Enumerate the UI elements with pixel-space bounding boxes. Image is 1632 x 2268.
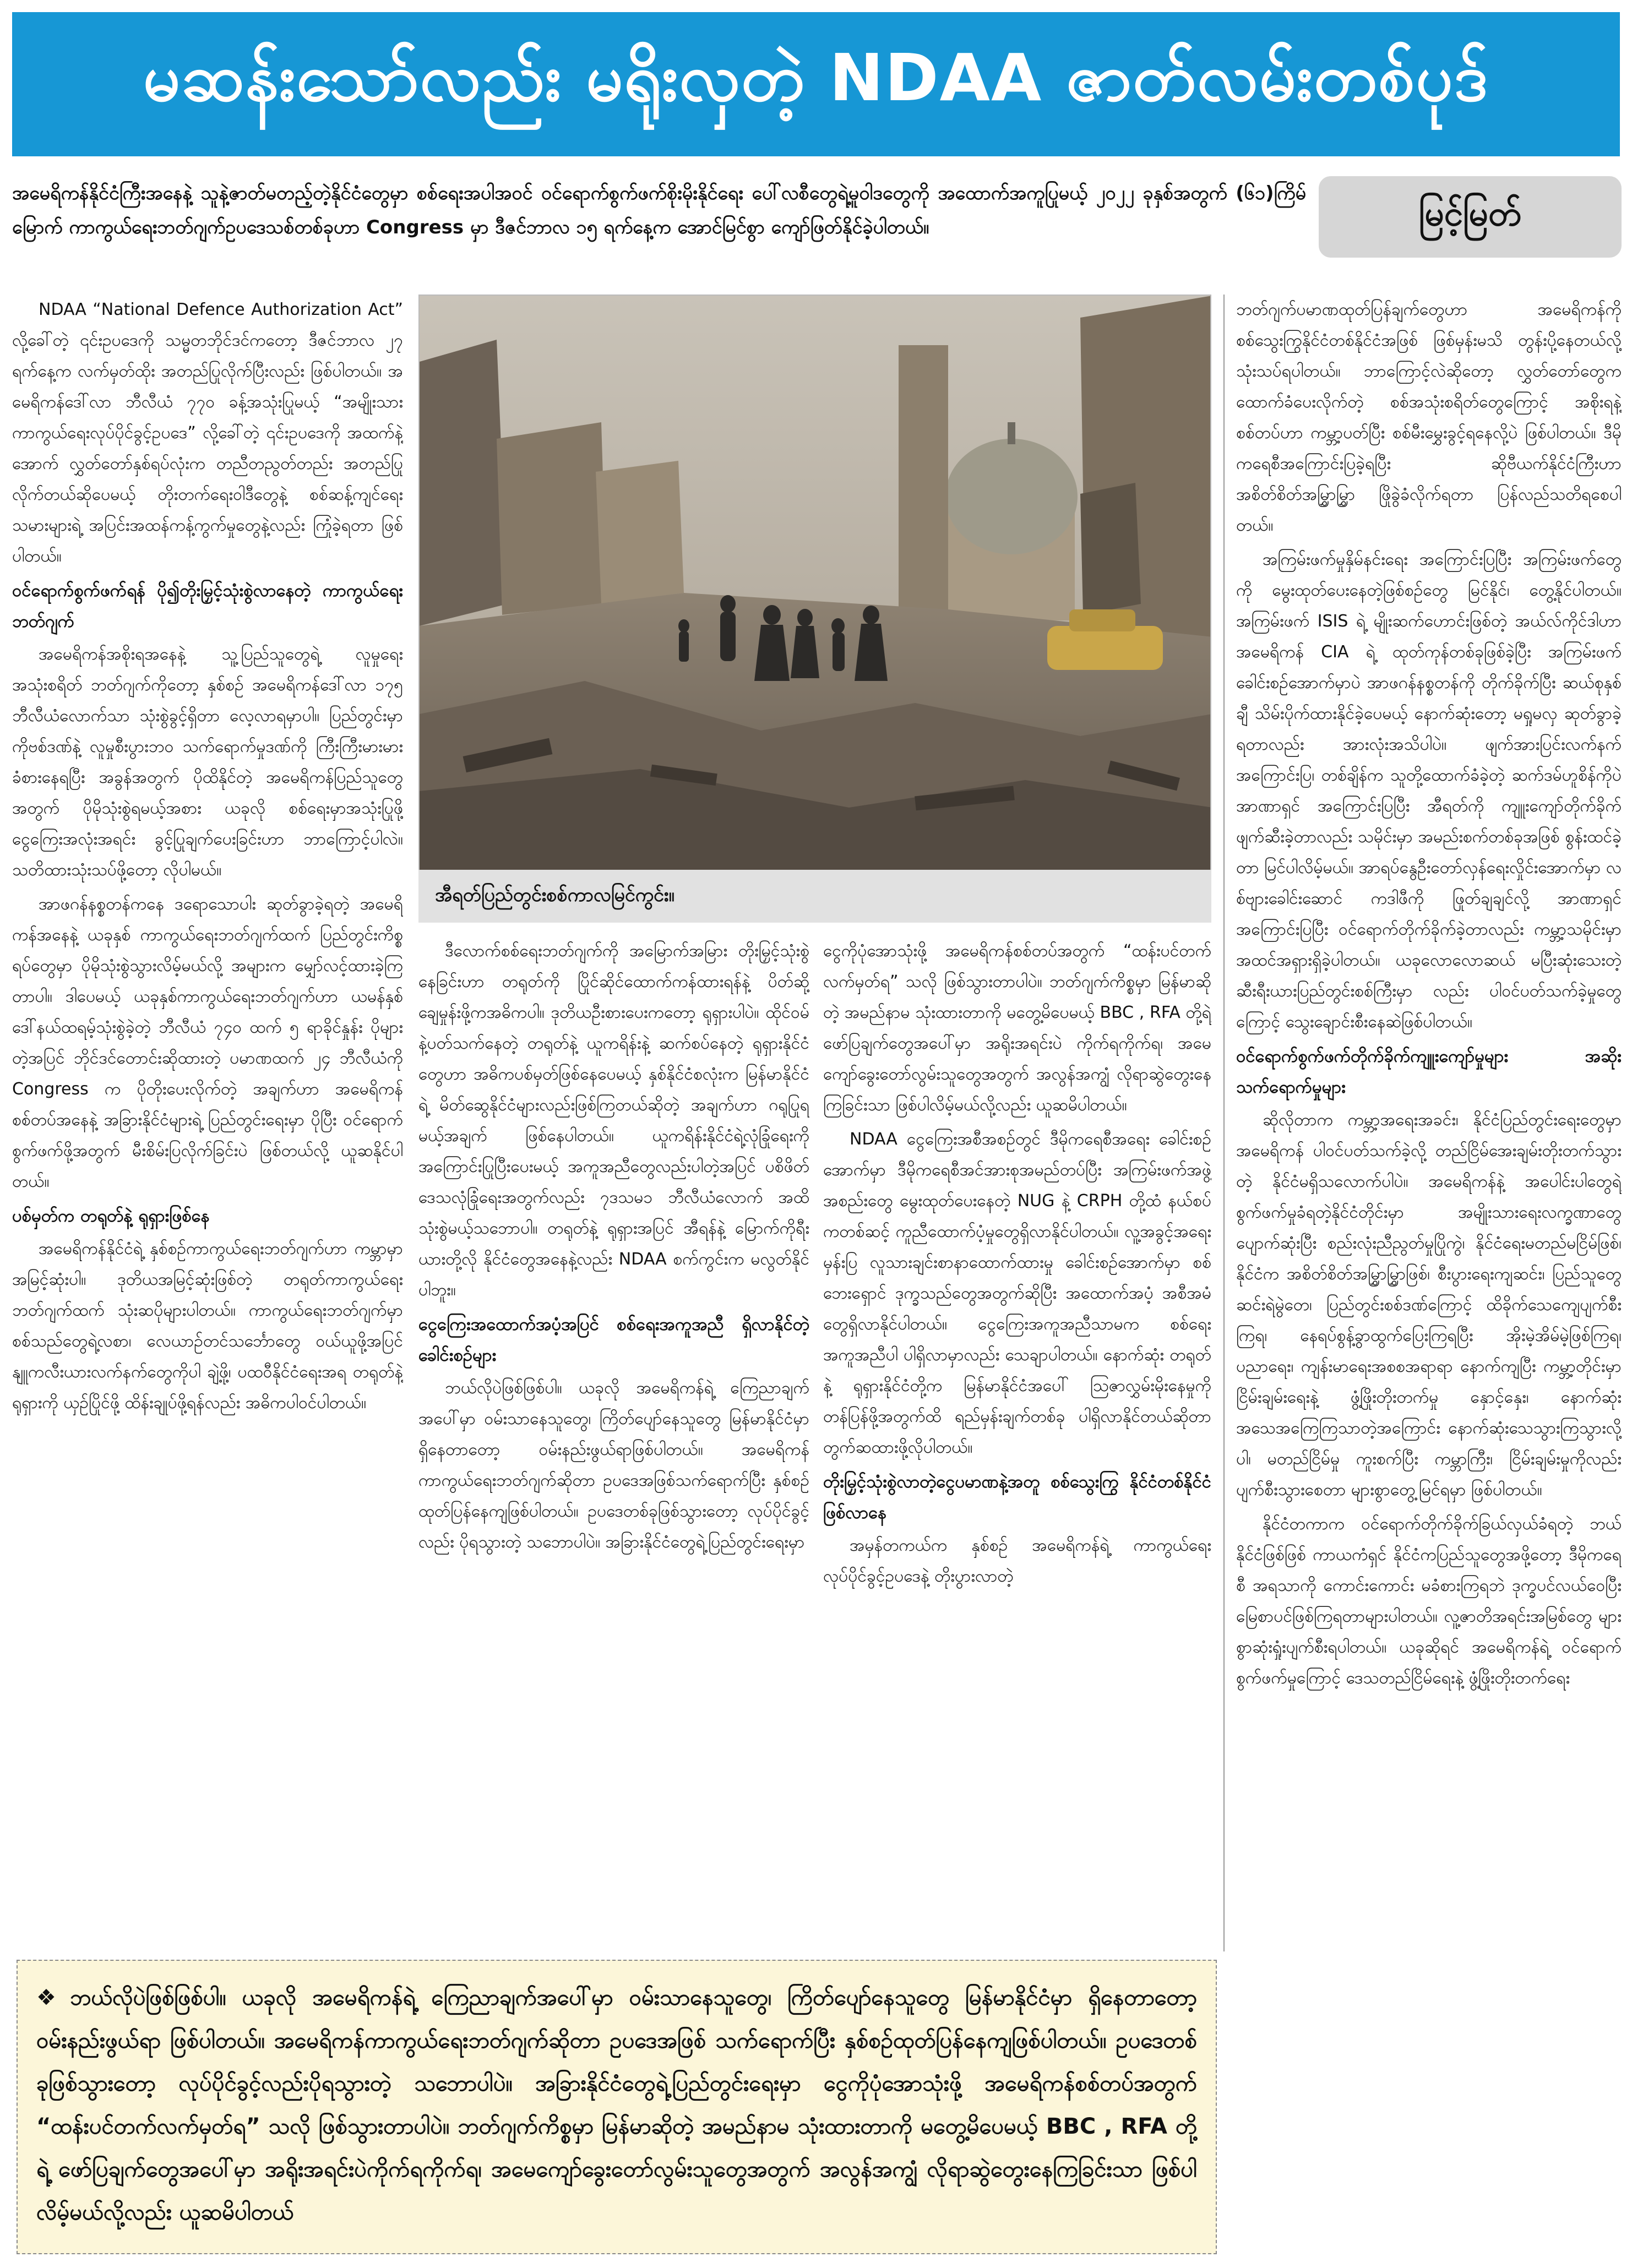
body-paragraph: အကြမ်းဖက်မှုနှိမ်နင်းရေး အကြောင်းပြပြီး အကြမ်းဖက်တွေကို မွေးထုတ်ပေးနေတဲ့ဖြစ်စဉ်တွေ မြင်နိုင်၊ တွေ့နိုင်ပါတယ်။ အကြမ်းဖက် ISIS ရဲ့ မျိုးဆက်ဟောင်းဖြစ်တဲ့ အယ်လ်ကိုင်ဒါဟာ အမေရိကန် CIA ရဲ့ ထုတ်ကုန်တစ်ခုဖြစ်ခဲ့ပြီး အကြမ်းဖက်ခေါင်းစဉ်အောက်မှာပဲ အာဖဂန်နစ္စတန်ကို တိုက်ခိုက်ပြီး ဆယ်စုနှစ်ချီ သိမ်းပိုက်ထားနိုင်ခဲ့ပေမယ့် နောက်ဆုံးတော့ မရှုမလှ ဆုတ်ခွာခဲ့ရတာလည်း အားလုံးအသိပါပဲ။ ဖျက်အားပြင်းလက်နက်အကြောင်းပြ၊ တစ်ချိန်က သူတို့ထောက်ခံခဲ့တဲ့ ဆက်ဒမ်ဟူစိန်ကိုပဲ အာဏာရှင် အကြောင်းပြပြီး အီရတ်ကို ကျူးကျော်တိုက်ခိုက်ဖျက်ဆီးခဲ့တာလည်း သမိုင်းမှာ အမည်းစက်တစ်ခုအဖြစ် စွန်းထင်ခဲ့တာ မြင်ပါလိမ့်မယ်။ အာရပ်နွေဦးတော်လှန်ရေးလှိုင်းအောက်မှာ လစ်ဗျားခေါင်းဆောင် ကဒါဖီကို ဖြုတ်ချချင်လို့ အာဏာရှင်အကြောင်းပြပြီး ဝင်ရောက်တိုက်ခိုက်ခဲ့တာလည်း ကမ္ဘာ့သမိုင်းမှာ အထင်အရှားရှိခဲ့ပါတယ်။ ယခုလောလောဆယ် မပြီးဆုံးသေးတဲ့ ဆီးရီးယားပြည်တွင်းစစ်ကြီးမှာ လည်း ပါဝင်ပတ်သက်ခဲ့မှုတွေကြောင့် သွေးချောင်းစီးနေဆဲဖြစ်ပါတယ်။ xyxy=(1236,550,1622,1032)
headline-banner xyxy=(12,12,1620,156)
section-heading: ပစ်မှတ်က တရုတ်နဲ့ ရုရှားဖြစ်နေ xyxy=(12,1206,210,1226)
section-heading: ဝင်ရောက်စွက်ဖက်တိုက်ခိုက်ကျူးကျော်မှုများ အဆိုးသက်ရောက်မှုများ xyxy=(1236,1046,1622,1097)
body-paragraph: အာဖဂန်နစ္စတန်ကနေ ဒရောသောပါး ဆုတ်ခွာခဲ့ရတဲ့ အမေရိကန်အနေနဲ့ ယခုနှစ် ကာကွယ်ရေးဘတ်ဂျက်ထက် ပြည်တွင်းကိစ္စရပ်တွေမှာ ပိုမိုသုံးစွဲသွားလိမ့်မယ်လို့ အများက မျှော်လင့်ထားခဲ့ကြတာပါ။ ဒါပေမယ့် ယခုနှစ်ကာကွယ်ရေးဘတ်ဂျက်ဟာ ယမန်နှစ် ဒေါ်နယ်ထရမ့်သုံးစွဲခဲ့တဲ့ ဘီလီယံ ၇၄၀ ထက် ၅ ရာခိုင်နှုန်း ပိုများတဲ့အပြင် ဘိုင်ဒင်တောင်းဆိုထားတဲ့ ပမာဏထက် ၂၄ ဘီလီယံကို Congress က ပိုတိုးပေးလိုက်တဲ့ အချက်ဟာ အမေရိကန်စစ်တပ်အနေနဲ့ အခြားနိုင်ငံများရဲ့ ပြည်တွင်းရေးမှာ ပိုပြီး ဝင်ရောက်စွက်ဖက်ဖို့အတွက် မီးစိမ်းပြလိုက်ခြင်းပဲ ဖြစ်တယ်လို့ ယူဆနိုင်ပါတယ်။ xyxy=(12,895,403,1191)
body-paragraph: အမှန်တကယ်က နှစ်စဉ် အမေရိကန်ရဲ့ ကာကွယ်ရေးလုပ်ပိုင်ခွင့်ဥပဒေနဲ့ တိုးပွားလာတဲ့ xyxy=(823,1536,1211,1586)
lead-paragraph: အမေရိကန်နိုင်ငံကြီးအနေနဲ့ သူနဲ့ဇာတ်မတည့်တဲ့နိုင်ငံတွေမှာ စစ်ရေးအပါအဝင် ဝင်ရောက်စွက်ဖက်စိုးမိုးနိုင်ရေး ပေါ်လစီတွေရဲ့မူဝါဒတွေကို အထောက်အကူပြုမယ့် ၂၀၂၂ ခုနှစ်အတွက် (၆၁)ကြိမ်မြောက် ကာကွယ်ရေးဘတ်ဂျက်ဥပဒေသစ်တစ်ခုဟာ Congress မှာ ဒီဇင်ဘာလ ၁၅ ရက်နေ့က အောင်မြင်စွာ ကျော်ဖြတ်နိုင်ခဲ့ပါတယ်။ xyxy=(12,182,1306,238)
body-paragraph: ဒီလောက်စစ်ရေးဘတ်ဂျက်ကို အမြောက်အမြား တိုးမြှင့်သုံးစွဲနေခြင်းဟာ တရုတ်ကို ပြိုင်ဆိုင်ထောက်ကန်ထားရန်နဲ့ ပိတ်ဆို့ချေမှုန်းဖို့ကအဓိကပါ။ ဒုတိယဦးစားပေးကတော့ ရုရှားပါပဲ။ ထိုင်ဝမ်နဲ့ပတ်သက်နေတဲ့ တရုတ်နဲ့ ယူကရိန်းနဲ့ ဆက်စပ်နေတဲ့ ရုရှားနိုင်ငံတွေဟာ အဓိကပစ်မှတ်ဖြစ်နေပေမယ့် နှစ်နိုင်ငံစလုံးက မြန်မာနိုင်ငံရဲ့ မိတ်ဆွေနိုင်ငံများလည်းဖြစ်ကြတယ်ဆိုတဲ့ အချက်ဟာ ဂရုပြုရမယ့်အချက် ဖြစ်နေပါတယ်။ ယူကရိန်းနိုင်ငံရဲ့လုံခြုံရေးကို အကြောင်းပြုပြီးပေးမယ့် အကူအညီတွေလည်းပါတဲ့အပြင် ပစိဖိတ်ဒေသလုံခြုံရေးအတွက်လည်း ၇ဒသမ၁ ဘီလီယံလောက် အထိ သုံးစွဲမယ့်သဘောပါ။ တရုတ်နဲ့ ရုရှားအပြင် အီရန်နဲ့ မြောက်ကိုရီးယားတို့လို နိုင်ငံတွေအနေနဲ့လည်း NDAA စက်ကွင်းက မလွတ်နိုင်ပါဘူး။ xyxy=(418,941,809,1300)
war-ruins-photo xyxy=(420,296,1211,900)
photo-caption: အီရတ်ပြည်တွင်းစစ်ကာလမြင်ကွင်း။ xyxy=(418,870,1211,923)
body-paragraph: NDAA “National Defence Authorization Act” လို့ခေါ်တဲ့ ၎င်းဥပဒေကို သမ္မတဘိုင်ဒင်ကတော့ ဒီဇင်ဘာလ ၂၇ ရက်နေ့က လက်မှတ်ထိုး အတည်ပြုလိုက်ပြီးလည်း ဖြစ်ပါတယ်။ အမေရိကန်ဒေါ်လာ ဘီလီယံ ၇၇၀ ခန့်အသုံးပြုမယ့် “အမျိုးသားကာကွယ်ရေးလုပ်ပိုင်ခွင့်ဥပဒေ” လို့ခေါ်တဲ့ ၎င်းဥပဒေကို အထက်နဲ့အောက် လွှတ်တော်နှစ်ရပ်လုံးက တညီတညွတ်တည်း အတည်ပြုလိုက်တယ်ဆိုပေမယ့် တိုးတက်ရေးဝါဒီတွေနဲ့ စစ်ဆန့်ကျင်ရေးသမားများရဲ့ အပြင်းအထန်ကန့်ကွက်မှုတွေနဲ့လည်း ကြုံခဲ့ရတာ ဖြစ်ပါတယ်။ xyxy=(12,300,403,566)
headline: မဆန်းသော်လည်း မရိုးလှတဲ့ NDAA ဇာတ်လမ်းတစ်ပုဒ် xyxy=(143,40,1489,116)
quote-bullet-icon: ❖ xyxy=(36,1985,64,2010)
section-heading: ငွေကြေးအထောက်အပံ့အပြင် စစ်ရေးအကူအညီ ရှိလာနိုင်တဲ့ ခေါင်းစဉ်များ xyxy=(418,1315,809,1365)
pull-quote-text: ဘယ်လိုပဲဖြစ်ဖြစ်ပါ။ ယခုလို အမေရိကန်ရဲ့ ကြေညာချက်အပေါ်မှာ ဝမ်းသာနေသူတွေ၊ ကြိတ်ပျော်နေသူတွေ မြန်မာနိုင်ငံမှာ ရှိနေတာတော့ ဝမ်းနည်းဖွယ်ရာ ဖြစ်ပါတယ်။ အမေရိကန်ကာကွယ်ရေးဘတ်ဂျက်ဆိုတာ ဥပဒေအဖြစ် သက်ရောက်ပြီး နှစ်စဉ်ထုတ်ပြန်နေကျဖြစ်ပါတယ်။ ဥပဒေတစ်ခုဖြစ်သွားတော့ လုပ်ပိုင်ခွင့်လည်းပိုရသွားတဲ့ သဘောပါပဲ။ အခြားနိုင်ငံတွေရဲ့ပြည်တွင်းရေးမှာ ငွေကိုပုံအောသုံးဖို့ အမေရိကန်စစ်တပ်အတွက် “ထန်းပင်တက်လက်မှတ်ရ” သလို ဖြစ်သွားတာပါပဲ။ ဘတ်ဂျက်ကိစ္စမှာ မြန်မာဆိုတဲ့ အမည်နာမ သုံးထားတာကို မတွေ့မိပေမယ့် BBC , RFA တို့ရဲ့ ဖော်ပြချက်တွေအပေါ်မှာ အရိုးအရင်းပဲကိုက်ရကိုက်ရ၊ အမေကျော်ခွေးတော်လွမ်းသူတွေအတွက် အလွန်အကျွံ လိုရာဆွဲတွေးနေကြခြင်းသာ ဖြစ်ပါလိမ့်မယ်လို့လည်း ယူဆမိပါတယ် xyxy=(36,1985,1197,2225)
section-heading: တိုးမြှင့်သုံးစွဲလာတဲ့ငွေပမာဏနဲ့အတူ စစ်သွေးကြွ နိုင်ငံတစ်နိုင်ငံဖြစ်လာနေ xyxy=(823,1472,1211,1523)
byline-box xyxy=(1319,176,1622,258)
author-byline: မြင့်မြတ် xyxy=(1418,193,1522,233)
body-paragraph: ဘယ်လိုပဲဖြစ်ဖြစ်ပါ။ ယခုလို အမေရိကန်ရဲ့ ကြေညာချက်အပေါ်မှာ ဝမ်းသာနေသူတွေ၊ ကြိတ်ပျော်နေသူတွေ မြန်မာနိုင်ငံမှာ ရှိနေတာတော့ ဝမ်းနည်းဖွယ်ရာဖြစ်ပါတယ်။ အမေရိကန်ကာကွယ်ရေးဘတ်ဂျက်ဆိုတာ ဥပဒေအဖြစ်သက်ရောက်ပြီး နှစ်စဉ် ထုတ်ပြန်နေကျဖြစ်ပါတယ်။ ဥပဒေတစ်ခုဖြစ်သွားတော့ လုပ်ပိုင်ခွင့်လည်း ပိုရသွားတဲ့ သဘောပါပဲ။ အခြားနိုင်ငံတွေရဲ့ပြည်တွင်းရေးမှာ xyxy=(418,1378,809,1552)
body-paragraph: နိုင်ငံတကာက ဝင်ရောက်တိုက်ခိုက်ခြယ်လှယ်ခံရတဲ့ ဘယ်နိုင်ငံဖြစ်ဖြစ် ကာယကံရှင် နိုင်ငံကပြည်သူတွေအဖို့တော့ ဒီမိုကရေစီ အရသာကို ကောင်းကောင်း မခံစားကြရဘဲ ဒုက္ခပင်လယ်ဝေပြီး မြေစာပင်ဖြစ်ကြရတာများပါတယ်။ လူ့ဇာတိအရင်းအမြစ်တွေ များစွာဆုံးရှုံးပျက်စီးရပါတယ်။ ယခုဆိုရင် အမေရိကန်ရဲ့ ဝင်ရောက်စွက်ဖက်မှုကြောင့် ဒေသတည်ငြိမ်ရေးနဲ့ ဖွံ့ဖြိုးတိုးတက်ရေး xyxy=(1236,1514,1622,1688)
article-photo xyxy=(418,295,1211,900)
body-paragraph: အမေရိကန်အစိုးရအနေနဲ့ သူ့ပြည်သူတွေရဲ့ လူမှုရေးအသုံးစရိတ် ဘတ်ဂျက်ကိုတော့ နှစ်စဉ် အမေရိကန်ဒေါ်လာ ၁၇၅ ဘီလီယံလောက်သာ သုံးစွဲခွင့်ရှိတာ လေ့လာရမှာပါ။ ပြည်တွင်းမှာ ကိုဗစ်ဒဏ်နဲ့ လူမှုစီးပွားဘဝ သက်ရောက်မှုဒဏ်ကို ကြီးကြီးမားမားခံစားနေရပြီး အခွန်အတွက် ပိုထိနိုင်တဲ့ အမေရိကန်ပြည်သူတွေအတွက် ပိုမိုသုံးစွဲရမယ့်အစား ယခုလို စစ်ရေးမှာအသုံးပြုဖို့ ငွေကြေးအလုံးအရင်း ခွင့်ပြုချက်ပေးခြင်းဟာ ဘာကြောင့်ပါလဲ။ သတိထားသုံးသပ်ဖို့တော့ လိုပါမယ်။ xyxy=(12,645,403,880)
body-paragraph: ဘတ်ဂျက်ပမာဏထုတ်ပြန်ချက်တွေဟာ အမေရိကန်ကို စစ်သွေးကြွနိုင်ငံတစ်နိုင်ငံအဖြစ် ဖြစ်မှန်းမသိ တွန်းပို့နေတယ်လို့ သုံးသပ်ရပါတယ်။ ဘာကြောင့်လဲဆိုတော့ လွှတ်တော်တွေက ထောက်ခံပေးလိုက်တဲ့ စစ်အသုံးစရိတ်တွေကြောင့် အစိုးရနဲ့ စစ်တပ်ဟာ ကမ္ဘာ့ပတ်ပြီး စစ်မီးမွှေးခွင့်ရနေလို့ပဲ ဖြစ်ပါတယ်။ ဒီမိုကရေစီအကြောင်းပြခဲ့ရပြီး ဆိုဗီယက်နိုင်ငံကြီးဟာ အစိတ်စိတ်အမြွှာမြွှာ ဖြိုခွဲခံလိုက်ရတာ ပြန်လည်သတိရစေပါတယ်။ xyxy=(1236,300,1622,535)
article-column-3 xyxy=(823,936,1211,1938)
body-paragraph: ဆိုလိုတာက ကမ္ဘာ့အရေးအခင်း၊ နိုင်ငံပြည်တွင်းရေးတွေမှာ အမေရိကန် ပါဝင်ပတ်သက်ခဲ့လို့ တည်ငြိမ်အေးချမ်းတိုးတက်သွားတဲ့ နိုင်ငံမရှိသလောက်ပါပဲ။ အမေရိကန်နဲ့ အပေါင်းပါတွေရဲ့ စွက်ဖက်မှုခံရတဲ့နိုင်ငံတိုင်းမှာ အမျိုးသားရေးလက္ခဏာတွေပျောက်ဆုံးပြီး စည်းလုံးညီညွတ်မှုပြိုကွဲ၊ နိုင်ငံရေးမတည်မငြိမ်ဖြစ်၊ နိုင်ငံက အစိတ်စိတ်အမြွှာမြွှာဖြစ်၊ စီးပွားရေးကျဆင်း၊ ပြည်သူတွေဆင်းရဲမွဲတေ၊ ပြည်တွင်းစစ်ဒဏ်ကြောင့် ထိခိုက်သေကျေပျက်စီးကြရ၊ နေရပ်စွန့်ခွာထွက်ပြေးကြရပြီး အိုးမဲ့အိမ်မဲ့ဖြစ်ကြရ၊ ပညာရေး၊ ကျန်းမာရေးအစစအရာရာ နောက်ကျပြီး ကမ္ဘာ့တိုင်းမှာ ငြိမ်းချမ်းရေးနဲ့ ဖွံ့ဖြိုးတိုးတက်မှု နှောင့်နှေး၊ နောက်ဆုံးအသေအကြေကြသာတဲ့အကြောင်း နောက်ဆုံးသေသွားကြသွားလို့ပါ၊ မတည်ငြိမ်မှု ကူးစက်ပြီး ကမ္ဘာကြီး၊ ငြိမ်းချမ်းမှုကိုလည်း ပျက်စီးသွားစေတာ များစွာတွေ့မြင်ရမှာ ဖြစ်ပါတယ်။ xyxy=(1236,1110,1622,1500)
article-column-1 xyxy=(12,295,403,1940)
body-paragraph: အမေရိကန်နိုင်ငံရဲ့ နှစ်စဉ်ကာကွယ်ရေးဘတ်ဂျက်ဟာ ကမ္ဘာမှာ အမြင့်ဆုံးပါ။ ဒုတိယအမြင့်ဆုံးဖြစ်တဲ့ တရုတ်ကာကွယ်ရေးဘတ်ဂျက်ထက် သုံးဆပိုများပါတယ်။ ကာကွယ်ရေးဘတ်ဂျက်မှာ စစ်သည်တွေရဲ့လစာ၊ လေယာဉ်တင်သင်္ဘောတွေ ဝယ်ယူဖို့အပြင် နျူကလီးယားလက်နက်တွေကိုပါ ချဲ့ဖို့၊ ပထဝီနိုင်ငံရေးအရ တရုတ်နဲ့ရုရှားကို ယှဉ်ပြိုင်ဖို့ ထိန်းချုပ်ဖို့ရန်လည်း အဓိကပါဝင်ပါတယ်။ xyxy=(12,1239,403,1413)
body-paragraph: ငွေကိုပုံအောသုံးဖို့ အမေရိကန်စစ်တပ်အတွက် “ထန်းပင်တက်လက်မှတ်ရ” သလို ဖြစ်သွားတာပါပဲ။ ဘတ်ဂျက်ကိစ္စမှာ မြန်မာဆိုတဲ့ အမည်နာမ သုံးထားတာကို မတွေ့မိပေမယ့် BBC , RFA တို့ရဲ့ ဖော်ပြချက်တွေအပေါ်မှာ အရိုးအရင်းပဲ ကိုက်ရကိုက်ရ၊ အမေကျော်ခွေးတော်လွမ်းသူတွေအတွက် အလွန်အကျွံ လိုရာဆွဲတွေးနေကြခြင်းသာ ဖြစ်ပါလိမ့်မယ်လို့လည်း ယူဆမိပါတယ်။ xyxy=(823,941,1211,1115)
article-column-4 xyxy=(1236,295,1622,2254)
section-heading: ဝင်ရောက်စွက်ဖက်ရန် ပို၍တိုးမြှင့်သုံးစွဲလာနေတဲ့ ကာကွယ်ရေးဘတ်ဂျက် xyxy=(12,581,403,631)
body-paragraph: NDAA ငွေကြေးအစီအစဉ်တွင် ဒီမိုကရေစီအရေး ခေါင်းစဉ်အောက်မှာ ဒီမိုကရေစီအင်အားစုအမည်တပ်ပြီး အကြမ်းဖက်အဖွဲ့အစည်းတွေ မွေးထုတ်ပေးနေတဲ့ NUG နဲ့ CRPH တို့ထံ နယ်စပ်ကတစ်ဆင့် ကူညီထောက်ပံ့မှုတွေရှိလာနိုင်ပါတယ်။ လူ့အခွင့်အရေးမှန်းပြ လူသားချင်းစာနာထောက်ထားမှု ခေါင်းစဉ်အောက်မှာ စစ်ဘေးရှောင် ဒုက္ခသည်တွေအတွက်ဆိုပြီး အထောက်အပံ့ အစီအမံတွေရှိလာနိုင်ပါတယ်။ ငွေကြေးအကူအညီသာမက စစ်ရေးအကူအညီပါ ပါရှိလာမှာလည်း သေချာပါတယ်။ နောက်ဆုံး တရုတ်နဲ့ ရုရှားနိုင်ငံတို့က မြန်မာနိုင်ငံအပေါ် ဩဇာလွှမ်းမိုးနေမှုကို တန်ပြန်ဖို့အတွက်ထိ ရည်မှန်းချက်တစ်ခု ပါရှိလာနိုင်တယ်ဆိုတာ တွက်ဆထားဖို့လိုပါတယ်။ xyxy=(823,1130,1211,1457)
article-column-2 xyxy=(418,936,809,1938)
column-divider xyxy=(1223,295,1225,1951)
pull-quote xyxy=(17,1960,1217,2254)
